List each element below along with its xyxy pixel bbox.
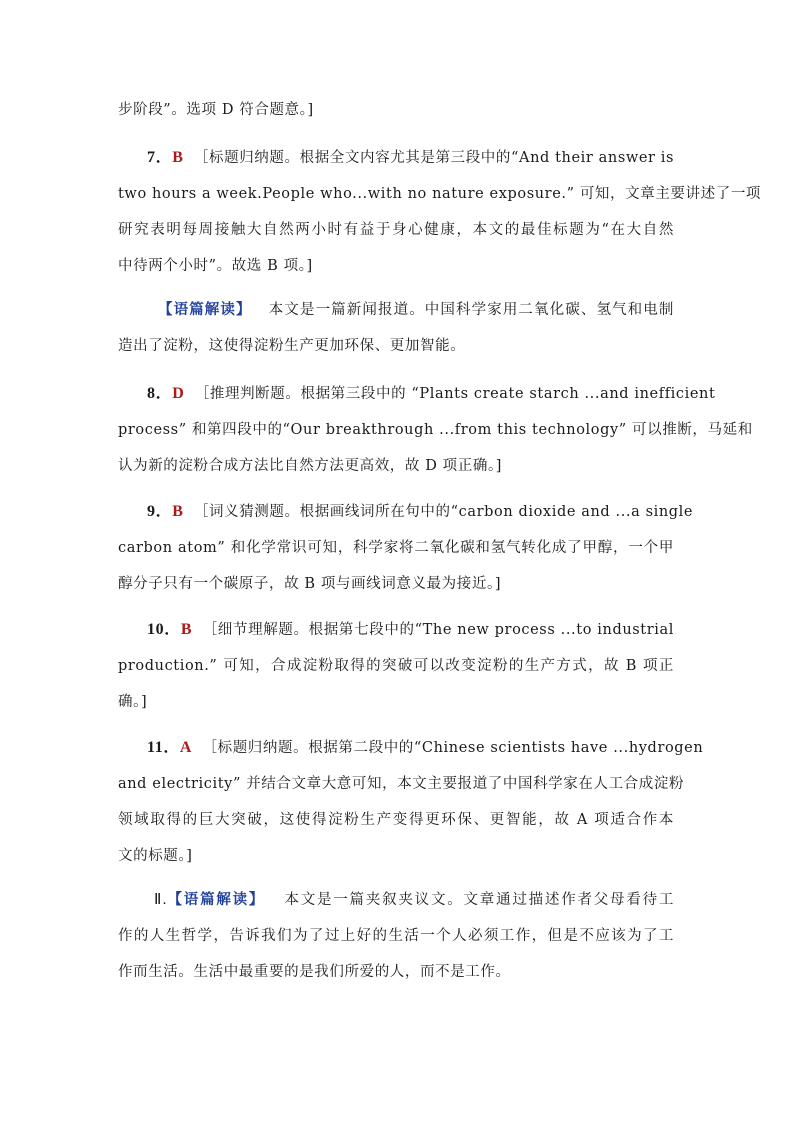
text-line: process” 和第四段中的“Our breakthrough ...from this technology” 可以推断，马延和	[118, 422, 753, 438]
text-line	[118, 882, 674, 918]
text-line: 研究表明每周接触大自然两小时有益于身心健康，本文的最佳标题为“在大自然	[118, 222, 674, 238]
explanation-text: ［标题归纳题。根据第二段中的“Chinese scientists have ...hydrogen	[202, 740, 704, 756]
paragraph-q6-end	[118, 92, 674, 128]
text-line: 认为新的淀粉合成方法比自然方法更高效，故 D 项正确。]	[118, 458, 503, 474]
answer-letter: B	[172, 149, 184, 166]
answer-item-9	[118, 494, 694, 602]
text-line: 作而生活。生活中最重要的是我们所爱的人，而不是工作。	[118, 964, 511, 980]
text-line: 确。]	[118, 694, 148, 710]
text-line: carbon atom” 和化学常识可知，科学家将二氧化碳和氢气转化成了甲醇，一个甲	[118, 540, 674, 556]
question-number: 9．	[147, 503, 173, 520]
text-line	[118, 612, 674, 648]
text-line	[118, 140, 674, 176]
answer-item-8	[118, 376, 753, 484]
text-line	[118, 376, 716, 412]
explanation-text: ［标题归纳题。根据全文内容尤其是第三段中的“And their answer is	[193, 150, 675, 166]
answer-item-11	[118, 730, 704, 874]
text-line: and electricity” 并结合文章大意可知，本文主要报道了中国科学家在人工合成淀粉	[118, 776, 685, 792]
answer-letter: D	[172, 385, 185, 402]
answer-item-7	[118, 140, 762, 284]
text-line: production.” 可知，合成淀粉取得的突破可以改变淀粉的生产方式，故 B 项正	[118, 658, 674, 674]
text-line	[118, 730, 704, 766]
passage-summary-2	[118, 882, 674, 990]
text-line	[118, 494, 694, 530]
text-line: two hours a week.People who...with no nature exposure.” 可知，文章主要讲述了一项	[118, 186, 762, 202]
text-line: 作的人生哲学，告诉我们为了过上好的生活一个人必须工作，但是不应该为了工	[118, 928, 674, 944]
text-line: 醇分子只有一个碳原子，故 B 项与画线词意义最为接近。]	[118, 576, 502, 592]
answer-letter: B	[180, 621, 193, 638]
answer-letter: A	[179, 739, 193, 756]
text-line: 领域取得的巨大突破，这使得淀粉生产变得更环保、更智能，故 A 项适合作本	[118, 812, 674, 828]
answer-letter: B	[172, 503, 184, 520]
text-line: 步阶段”。选项 D 符合题意。]	[118, 102, 314, 118]
text-line: 造出了淀粉，这使得淀粉生产更加环保、更加智能。	[118, 338, 466, 354]
question-number: 11．	[147, 739, 180, 756]
summary-text: 本文是一篇新闻报道。中国科学家用二氧化碳、氢气和电制	[268, 302, 674, 318]
text-line: 中待两个小时”。故选 B 项。]	[118, 258, 313, 274]
explanation-text: ［推理判断题。根据第三段中的 “Plants create starch ...and inefficient	[194, 386, 716, 402]
explanation-text: ［词义猜测题。根据画线词所在句中的“carbon dioxide and ...a single	[193, 504, 694, 520]
passage-summary-1	[118, 292, 674, 364]
question-number: 7．	[147, 149, 173, 166]
answer-item-10	[118, 612, 674, 720]
question-number: 8．	[147, 385, 173, 402]
text-line: 文的标题。]	[118, 848, 193, 864]
section-numeral: Ⅱ.	[154, 892, 167, 908]
explanation-text: ［细节理解题。根据第七段中的“The new process ...to industrial	[202, 622, 674, 638]
question-number: 10．	[147, 621, 181, 638]
section-tag: 【语篇解读】	[158, 301, 252, 318]
text-line	[118, 292, 674, 328]
section-tag: 【语篇解读】	[166, 891, 266, 908]
summary-text: 本文是一篇夹叙夹议文。文章通过描述作者父母看待工	[284, 892, 675, 908]
